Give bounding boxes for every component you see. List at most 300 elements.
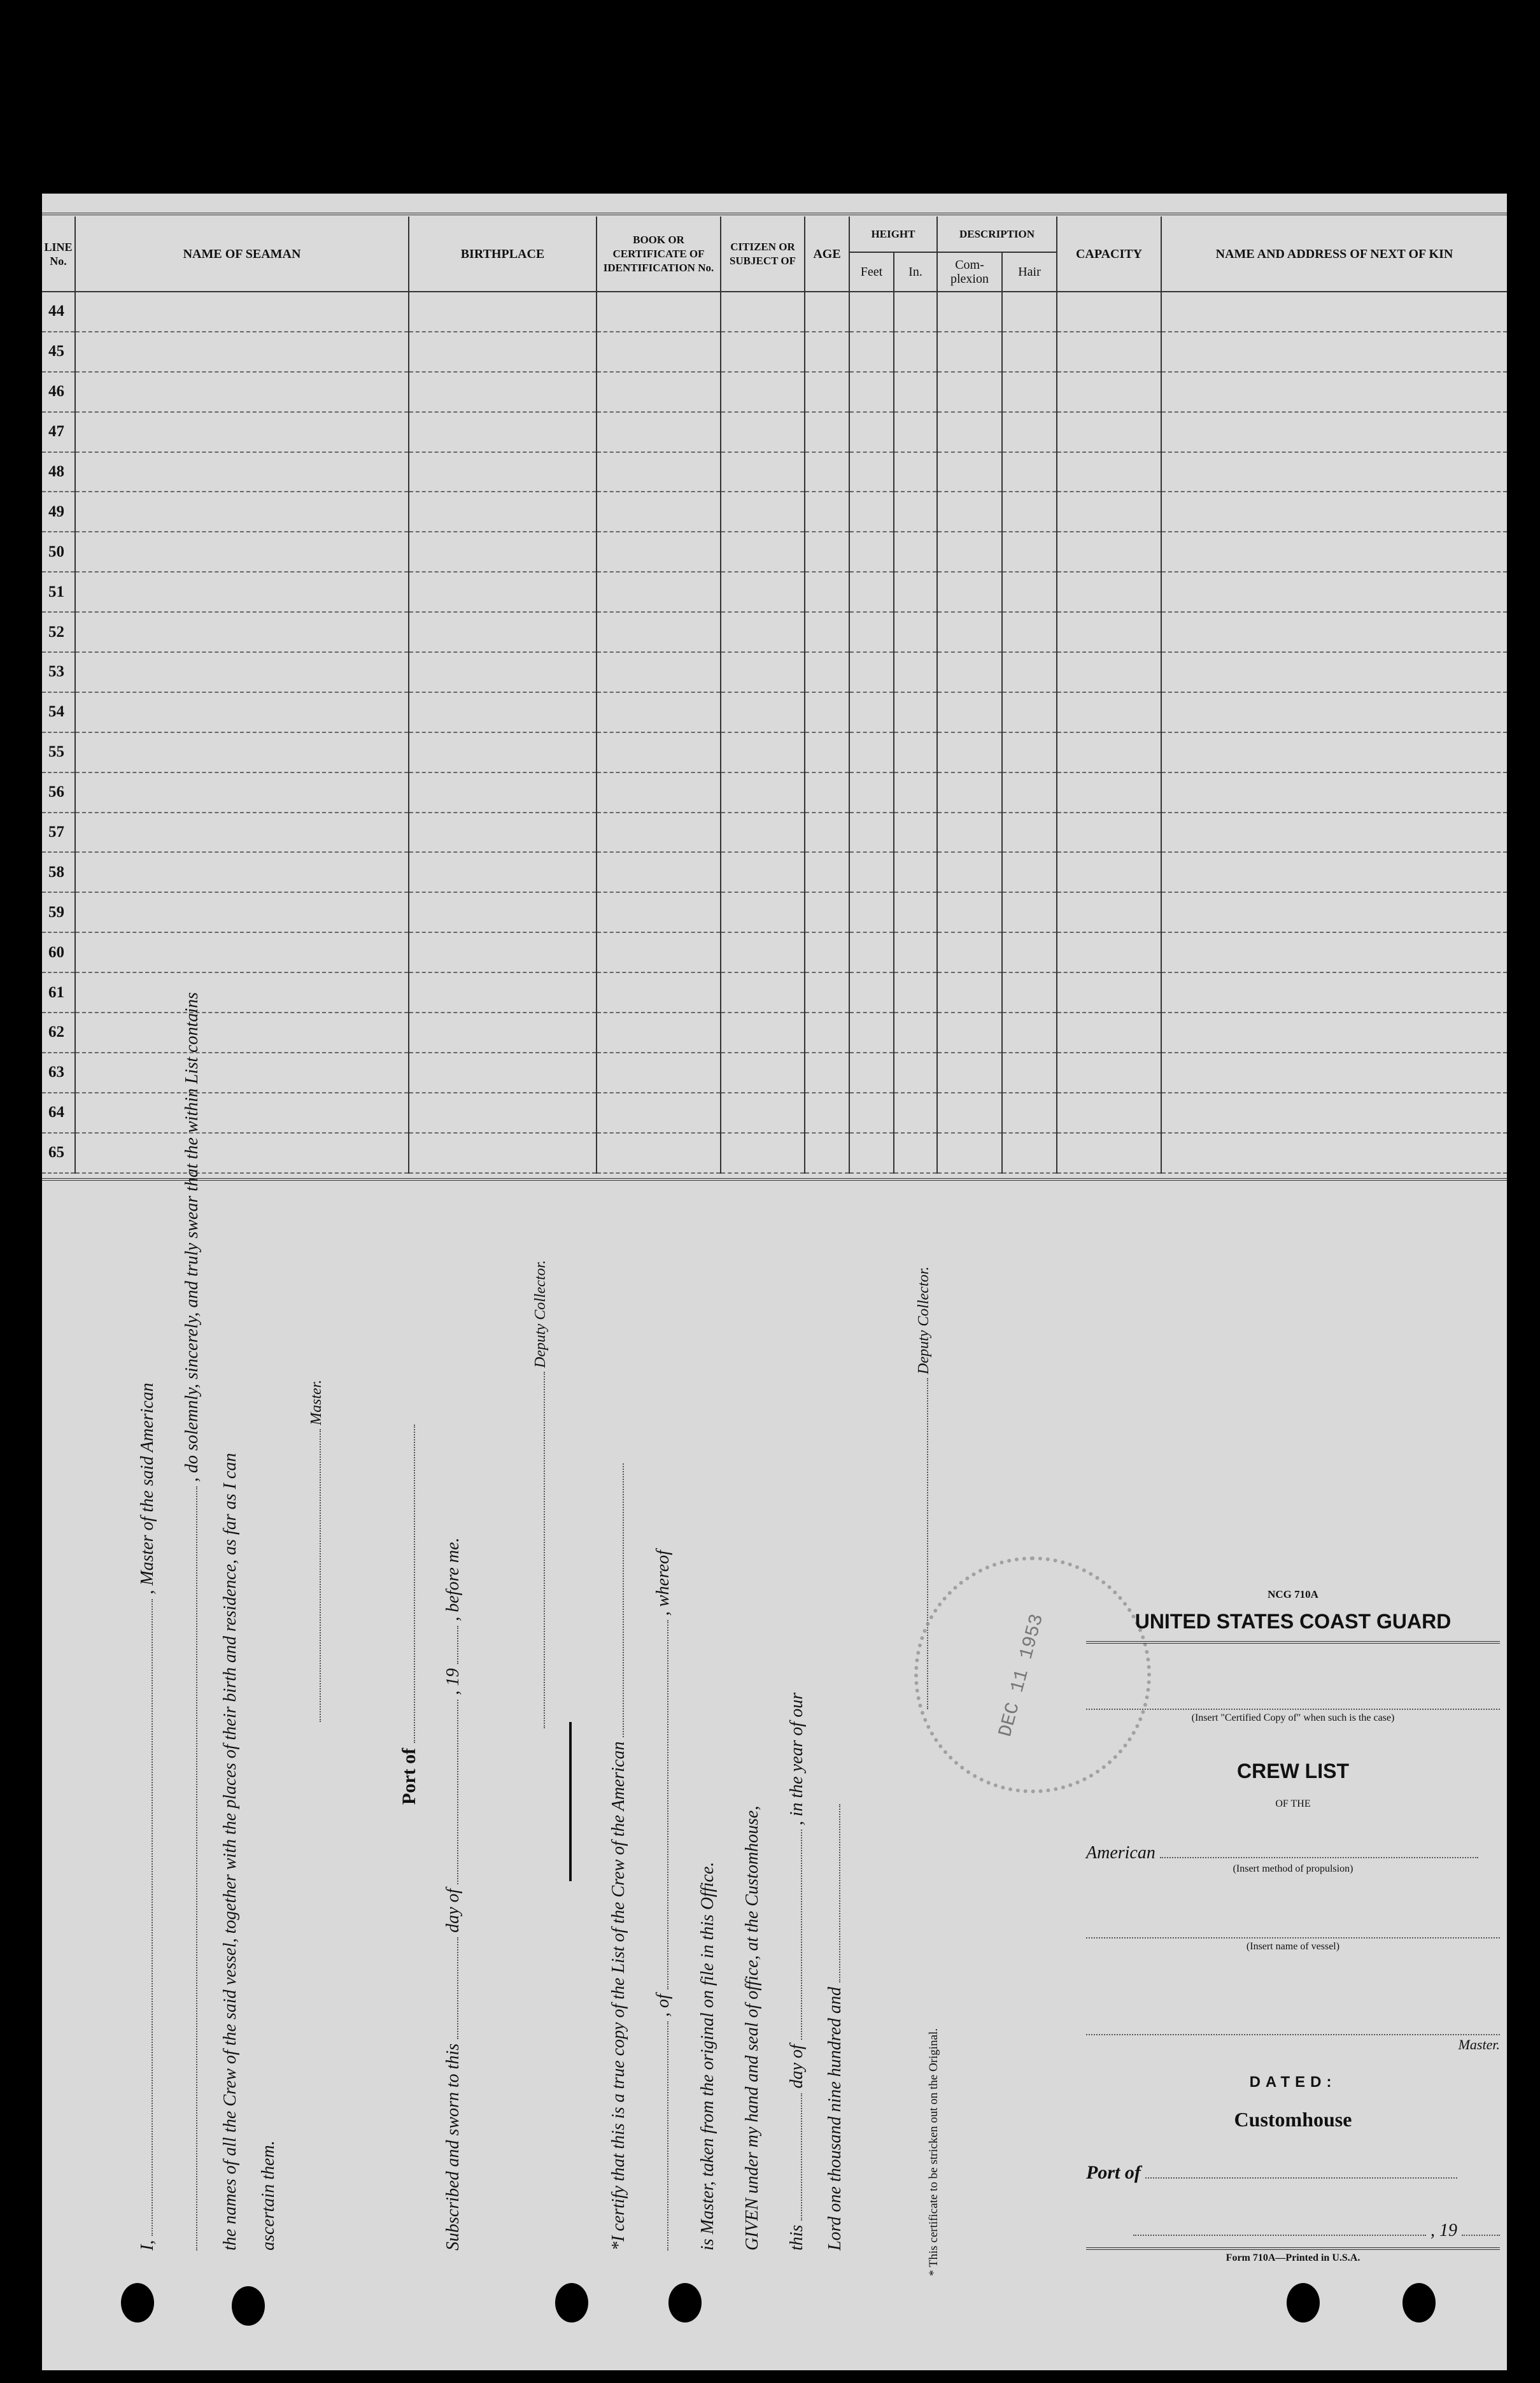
table-cell[interactable] xyxy=(805,813,849,853)
table-cell[interactable] xyxy=(1161,572,1507,612)
table-cell[interactable] xyxy=(597,1053,721,1093)
cert-whereof-text: , whereof xyxy=(653,1550,673,1616)
table-cell[interactable] xyxy=(721,412,805,452)
line-number: 62 xyxy=(42,1013,75,1053)
cert-port-field[interactable] xyxy=(667,1620,668,1989)
table-cell[interactable] xyxy=(1002,1053,1057,1093)
table-cell[interactable] xyxy=(75,532,409,572)
table-cell[interactable] xyxy=(409,532,597,572)
line-number: 44 xyxy=(42,292,75,332)
table-cell[interactable] xyxy=(937,332,1002,372)
table-cell[interactable] xyxy=(75,932,409,972)
table-cell[interactable] xyxy=(409,852,597,892)
table-cell[interactable] xyxy=(409,732,597,772)
table-cell[interactable] xyxy=(937,532,1002,572)
table-cell[interactable] xyxy=(1002,813,1057,853)
table-cell[interactable] xyxy=(894,492,937,532)
cover-port-field[interactable] xyxy=(1145,2177,1457,2179)
table-cell[interactable] xyxy=(409,932,597,972)
of-the-label: OF THE xyxy=(1275,1798,1311,1809)
table-cell[interactable] xyxy=(805,732,849,772)
table-cell[interactable] xyxy=(1057,452,1161,492)
table-cell[interactable] xyxy=(1161,292,1507,332)
table-cell[interactable] xyxy=(597,372,721,412)
table-cell[interactable] xyxy=(1002,972,1057,1013)
table-cell[interactable] xyxy=(894,732,937,772)
table-cell[interactable] xyxy=(805,852,849,892)
line-number: 49 xyxy=(42,492,75,532)
insert-certified-note: (Insert "Certified Copy of" when such is the case) xyxy=(1191,1712,1395,1723)
table-cell[interactable] xyxy=(1057,532,1161,572)
table-cell[interactable] xyxy=(75,1133,409,1173)
table-cell[interactable] xyxy=(721,1053,805,1093)
table-cell[interactable] xyxy=(1057,332,1161,372)
table-cell[interactable] xyxy=(849,972,894,1013)
table-cell[interactable] xyxy=(1161,412,1507,452)
master-cover-field[interactable] xyxy=(1086,2030,1500,2035)
table-cell[interactable] xyxy=(75,1093,409,1133)
vessel-name-cover-field[interactable] xyxy=(1086,1933,1500,1938)
divider-bar xyxy=(569,1722,572,1881)
subscribed-month-field[interactable] xyxy=(457,1700,458,1884)
table-cell[interactable] xyxy=(721,1093,805,1133)
table-cell[interactable] xyxy=(1057,1013,1161,1053)
table-cell[interactable] xyxy=(1161,1053,1507,1093)
table-cell[interactable] xyxy=(597,652,721,692)
table-cell[interactable] xyxy=(849,692,894,732)
table-cell[interactable] xyxy=(937,852,1002,892)
certified-copy-field[interactable] xyxy=(1086,1705,1500,1710)
table-row xyxy=(42,452,1507,492)
table-cell[interactable] xyxy=(937,572,1002,612)
table-cell[interactable] xyxy=(409,972,597,1013)
oath-port xyxy=(399,1425,420,1805)
table-cell[interactable] xyxy=(721,932,805,972)
table-cell[interactable] xyxy=(1057,972,1161,1013)
table-cell[interactable] xyxy=(721,652,805,692)
table-cell[interactable] xyxy=(937,412,1002,452)
table-cell[interactable] xyxy=(849,412,894,452)
table-cell[interactable] xyxy=(721,1013,805,1053)
table-cell[interactable] xyxy=(894,452,937,492)
table-cell[interactable] xyxy=(805,932,849,972)
table-cell[interactable] xyxy=(721,813,805,853)
header-capacity: CAPACITY xyxy=(1057,217,1161,292)
deputy-signature-field-1[interactable] xyxy=(544,1372,545,1728)
table-cell[interactable] xyxy=(597,452,721,492)
table-cell[interactable] xyxy=(894,692,937,732)
insert-propulsion-note: (Insert method of propulsion) xyxy=(1233,1863,1353,1874)
table-row xyxy=(42,652,1507,692)
table-cell[interactable] xyxy=(409,612,597,652)
table-cell[interactable] xyxy=(1002,332,1057,372)
table-cell[interactable] xyxy=(1057,412,1161,452)
table-cell[interactable] xyxy=(894,652,937,692)
table-cell[interactable] xyxy=(805,452,849,492)
table-cell[interactable] xyxy=(849,652,894,692)
table-cell[interactable] xyxy=(894,372,937,412)
table-cell[interactable] xyxy=(409,412,597,452)
table-cell[interactable] xyxy=(75,732,409,772)
line-number: 65 xyxy=(42,1133,75,1173)
table-cell[interactable] xyxy=(849,292,894,332)
table-cell[interactable] xyxy=(721,852,805,892)
table-cell[interactable] xyxy=(409,1133,597,1173)
table-cell[interactable] xyxy=(721,972,805,1013)
table-cell[interactable] xyxy=(805,1053,849,1093)
table-cell[interactable] xyxy=(937,1013,1002,1053)
table-cell[interactable] xyxy=(1161,852,1507,892)
table-cell[interactable] xyxy=(1057,732,1161,772)
table-cell[interactable] xyxy=(1161,652,1507,692)
table-cell[interactable] xyxy=(1002,412,1057,452)
table-cell[interactable] xyxy=(1057,292,1161,332)
line-number: 48 xyxy=(42,452,75,492)
table-cell[interactable] xyxy=(1161,612,1507,652)
subscribed-day-field[interactable] xyxy=(457,1937,458,2039)
table-cell[interactable] xyxy=(1002,892,1057,932)
table-cell[interactable] xyxy=(597,292,721,332)
table-cell[interactable] xyxy=(1002,1013,1057,1053)
table-cell[interactable] xyxy=(409,292,597,332)
table-cell[interactable] xyxy=(849,332,894,372)
table-cell[interactable] xyxy=(1002,292,1057,332)
table-cell[interactable] xyxy=(409,652,597,692)
table-cell[interactable] xyxy=(75,692,409,732)
table-cell[interactable] xyxy=(937,612,1002,652)
table-cell[interactable] xyxy=(937,932,1002,972)
table-cell[interactable] xyxy=(805,652,849,692)
table-cell[interactable] xyxy=(1002,452,1057,492)
table-cell[interactable] xyxy=(409,452,597,492)
subscribed-year-field[interactable] xyxy=(457,1626,458,1664)
table-cell[interactable] xyxy=(894,813,937,853)
table-cell[interactable] xyxy=(1002,772,1057,813)
table-cell[interactable] xyxy=(849,572,894,612)
table-cell[interactable] xyxy=(597,692,721,732)
oath-line-1 xyxy=(138,1383,158,2251)
table-cell[interactable] xyxy=(75,332,409,372)
cover-block xyxy=(1086,1378,1500,2264)
master-signature-field[interactable] xyxy=(320,1429,321,1722)
table-cell[interactable] xyxy=(1161,1133,1507,1173)
table-cell[interactable] xyxy=(1002,372,1057,412)
table-cell[interactable] xyxy=(937,892,1002,932)
table-cell[interactable] xyxy=(1057,1093,1161,1133)
table-cell[interactable] xyxy=(849,492,894,532)
table-cell[interactable] xyxy=(721,532,805,572)
line-number: 54 xyxy=(42,692,75,732)
line-number: 45 xyxy=(42,332,75,372)
table-cell[interactable] xyxy=(937,1053,1002,1093)
table-cell[interactable] xyxy=(75,892,409,932)
table-cell[interactable] xyxy=(805,1133,849,1173)
table-cell[interactable] xyxy=(721,492,805,532)
master-name-field[interactable] xyxy=(152,1599,153,2236)
oath-subscribed xyxy=(443,1538,463,2251)
table-cell[interactable] xyxy=(894,1053,937,1093)
table-row xyxy=(42,1053,1507,1093)
table-cell[interactable] xyxy=(721,572,805,612)
table-cell[interactable] xyxy=(805,572,849,612)
table-cell[interactable] xyxy=(721,892,805,932)
cert-vessel-field[interactable] xyxy=(623,1463,624,1737)
table-row xyxy=(42,972,1507,1013)
table-cell[interactable] xyxy=(805,292,849,332)
table-cell[interactable] xyxy=(75,492,409,532)
table-cell[interactable] xyxy=(805,692,849,732)
table-cell[interactable] xyxy=(1161,492,1507,532)
table-cell[interactable] xyxy=(894,572,937,612)
table-cell[interactable] xyxy=(597,1133,721,1173)
table-cell[interactable] xyxy=(721,772,805,813)
table-cell[interactable] xyxy=(721,452,805,492)
table-cell[interactable] xyxy=(1057,1133,1161,1173)
table-cell[interactable] xyxy=(1161,372,1507,412)
table-cell[interactable] xyxy=(1161,692,1507,732)
table-cell[interactable] xyxy=(805,492,849,532)
table-cell[interactable] xyxy=(409,1053,597,1093)
table-cell[interactable] xyxy=(409,1013,597,1053)
table-cell[interactable] xyxy=(597,813,721,853)
table-cell[interactable] xyxy=(75,972,409,1013)
table-cell[interactable] xyxy=(409,813,597,853)
table-cell[interactable] xyxy=(1057,652,1161,692)
table-cell[interactable] xyxy=(937,492,1002,532)
master-cover-label: Master. xyxy=(1458,2037,1500,2052)
table-cell[interactable] xyxy=(1057,372,1161,412)
table-cell[interactable] xyxy=(894,1013,937,1053)
table-cell[interactable] xyxy=(894,532,937,572)
table-cell[interactable] xyxy=(1002,572,1057,612)
crew-list-title: CREW LIST xyxy=(1237,1760,1349,1782)
table-cell[interactable] xyxy=(937,1093,1002,1133)
table-cell[interactable] xyxy=(409,692,597,732)
port-field-1[interactable] xyxy=(414,1425,415,1743)
table-cell[interactable] xyxy=(75,372,409,412)
table-cell[interactable] xyxy=(805,772,849,813)
table-cell[interactable] xyxy=(849,452,894,492)
cert-day-field[interactable] xyxy=(801,2093,802,2221)
table-cell[interactable] xyxy=(894,612,937,652)
table-cell[interactable] xyxy=(1002,1133,1057,1173)
cert-footnote: * This certificate to be stricken out on the Original. xyxy=(927,2028,940,2276)
table-cell[interactable] xyxy=(894,292,937,332)
table-cell[interactable] xyxy=(1002,732,1057,772)
table-cell[interactable] xyxy=(937,652,1002,692)
table-cell[interactable] xyxy=(849,532,894,572)
table-cell[interactable] xyxy=(1161,932,1507,972)
table-cell[interactable] xyxy=(1057,1053,1161,1093)
table-cell[interactable] xyxy=(937,692,1002,732)
table-cell[interactable] xyxy=(1057,892,1161,932)
table-cell[interactable] xyxy=(409,1093,597,1133)
table-cell[interactable] xyxy=(75,1053,409,1093)
table-cell[interactable] xyxy=(409,492,597,532)
table-cell[interactable] xyxy=(894,1133,937,1173)
table-cell[interactable] xyxy=(1161,1093,1507,1133)
table-cell[interactable] xyxy=(597,932,721,972)
table-cell[interactable] xyxy=(597,532,721,572)
table-cell[interactable] xyxy=(597,772,721,813)
cert-text-3: is Master, taken from the original on file in this Office. xyxy=(698,1861,717,2251)
cert-year-of-our-text: , in the year of our xyxy=(787,1692,807,1826)
table-cell[interactable] xyxy=(1002,612,1057,652)
cert-month-field[interactable] xyxy=(801,1830,802,2040)
table-cell[interactable] xyxy=(721,732,805,772)
table-cell[interactable] xyxy=(75,852,409,892)
table-cell[interactable] xyxy=(1161,452,1507,492)
table-cell[interactable] xyxy=(75,572,409,612)
table-cell[interactable] xyxy=(1161,532,1507,572)
table-row xyxy=(42,732,1507,772)
table-cell[interactable] xyxy=(597,1093,721,1133)
table-cell[interactable] xyxy=(849,732,894,772)
vessel-name-field[interactable] xyxy=(196,1486,197,2251)
propulsion-field[interactable] xyxy=(1160,1857,1478,1858)
table-cell[interactable] xyxy=(894,1093,937,1133)
table-cell[interactable] xyxy=(597,332,721,372)
table-cell[interactable] xyxy=(1002,1093,1057,1133)
table-row xyxy=(42,492,1507,532)
table-cell[interactable] xyxy=(937,452,1002,492)
table-cell[interactable] xyxy=(849,1133,894,1173)
table-cell[interactable] xyxy=(597,852,721,892)
table-cell[interactable] xyxy=(849,1093,894,1133)
table-cell[interactable] xyxy=(937,292,1002,332)
cert-year-field[interactable] xyxy=(839,1804,840,1982)
table-cell[interactable] xyxy=(409,892,597,932)
table-cell[interactable] xyxy=(597,972,721,1013)
crew-table-wrapper xyxy=(42,217,1507,1174)
table-cell[interactable] xyxy=(1161,1013,1507,1053)
table-cell[interactable] xyxy=(894,412,937,452)
table-cell[interactable] xyxy=(1161,813,1507,853)
table-cell[interactable] xyxy=(1002,652,1057,692)
table-cell[interactable] xyxy=(849,1013,894,1053)
table-cell[interactable] xyxy=(1002,492,1057,532)
table-cell[interactable] xyxy=(1057,572,1161,612)
table-cell[interactable] xyxy=(894,772,937,813)
table-cell[interactable] xyxy=(849,852,894,892)
table-cell[interactable] xyxy=(597,892,721,932)
american-line xyxy=(1086,1843,1500,1863)
table-cell[interactable] xyxy=(409,372,597,412)
table-cell[interactable] xyxy=(894,892,937,932)
table-cell[interactable] xyxy=(849,372,894,412)
table-cell[interactable] xyxy=(597,572,721,612)
table-row xyxy=(42,372,1507,412)
table-cell[interactable] xyxy=(805,1013,849,1053)
table-cell[interactable] xyxy=(1161,772,1507,813)
table-cell[interactable] xyxy=(894,972,937,1013)
table-cell[interactable] xyxy=(1161,732,1507,772)
cert-line-3 xyxy=(698,1862,718,2251)
table-cell[interactable] xyxy=(849,772,894,813)
table-cell[interactable] xyxy=(849,1053,894,1093)
printed-label: Form 710A—Printed in U.S.A. xyxy=(1086,2247,1500,2264)
table-cell[interactable] xyxy=(1057,612,1161,652)
table-cell[interactable] xyxy=(721,692,805,732)
cover-year-field[interactable] xyxy=(1462,2235,1500,2236)
table-cell[interactable] xyxy=(1002,692,1057,732)
table-cell[interactable] xyxy=(75,652,409,692)
table-cell[interactable] xyxy=(805,892,849,932)
table-cell[interactable] xyxy=(1057,772,1161,813)
table-cell[interactable] xyxy=(597,732,721,772)
table-cell[interactable] xyxy=(597,1013,721,1053)
table-cell[interactable] xyxy=(1057,813,1161,853)
table-cell[interactable] xyxy=(75,612,409,652)
table-cell[interactable] xyxy=(409,772,597,813)
table-cell[interactable] xyxy=(75,772,409,813)
table-cell[interactable] xyxy=(597,412,721,452)
table-cell[interactable] xyxy=(721,1133,805,1173)
table-cell[interactable] xyxy=(805,532,849,572)
table-cell[interactable] xyxy=(721,292,805,332)
customhouse-label: Customhouse xyxy=(1234,2108,1352,2131)
cert-vessel-name-field[interactable] xyxy=(667,2021,668,2251)
table-cell[interactable] xyxy=(1057,852,1161,892)
table-cell[interactable] xyxy=(75,1013,409,1053)
table-cell[interactable] xyxy=(721,332,805,372)
table-cell[interactable] xyxy=(894,852,937,892)
table-cell[interactable] xyxy=(1057,492,1161,532)
table-cell[interactable] xyxy=(849,932,894,972)
table-cell[interactable] xyxy=(721,612,805,652)
table-cell[interactable] xyxy=(1057,932,1161,972)
table-cell[interactable] xyxy=(597,492,721,532)
table-cell[interactable] xyxy=(409,572,597,612)
line-number: 57 xyxy=(42,813,75,853)
table-cell[interactable] xyxy=(937,972,1002,1013)
table-cell[interactable] xyxy=(849,612,894,652)
table-cell[interactable] xyxy=(894,332,937,372)
table-cell[interactable] xyxy=(75,412,409,452)
table-cell[interactable] xyxy=(937,732,1002,772)
table-cell[interactable] xyxy=(1161,892,1507,932)
table-cell[interactable] xyxy=(1002,532,1057,572)
table-cell[interactable] xyxy=(805,612,849,652)
table-cell[interactable] xyxy=(1002,852,1057,892)
table-cell[interactable] xyxy=(937,1133,1002,1173)
table-cell[interactable] xyxy=(409,332,597,372)
table-cell[interactable] xyxy=(1057,692,1161,732)
table-cell[interactable] xyxy=(597,612,721,652)
table-cell[interactable] xyxy=(849,892,894,932)
table-cell[interactable] xyxy=(75,452,409,492)
table-cell[interactable] xyxy=(805,412,849,452)
table-cell[interactable] xyxy=(1161,332,1507,372)
table-cell[interactable] xyxy=(75,292,409,332)
table-cell[interactable] xyxy=(805,372,849,412)
table-cell[interactable] xyxy=(805,332,849,372)
table-cell[interactable] xyxy=(805,1093,849,1133)
table-cell[interactable] xyxy=(937,372,1002,412)
table-cell[interactable] xyxy=(721,372,805,412)
table-cell[interactable] xyxy=(894,932,937,972)
table-row xyxy=(42,892,1507,932)
table-cell[interactable] xyxy=(849,813,894,853)
table-cell[interactable] xyxy=(805,972,849,1013)
punch-hole-5 xyxy=(1287,2283,1320,2323)
cover-date-field[interactable] xyxy=(1133,2235,1426,2236)
table-cell[interactable] xyxy=(1161,972,1507,1013)
table-cell[interactable] xyxy=(75,813,409,853)
table-cell[interactable] xyxy=(937,772,1002,813)
table-cell[interactable] xyxy=(1002,932,1057,972)
table-cell[interactable] xyxy=(937,813,1002,853)
